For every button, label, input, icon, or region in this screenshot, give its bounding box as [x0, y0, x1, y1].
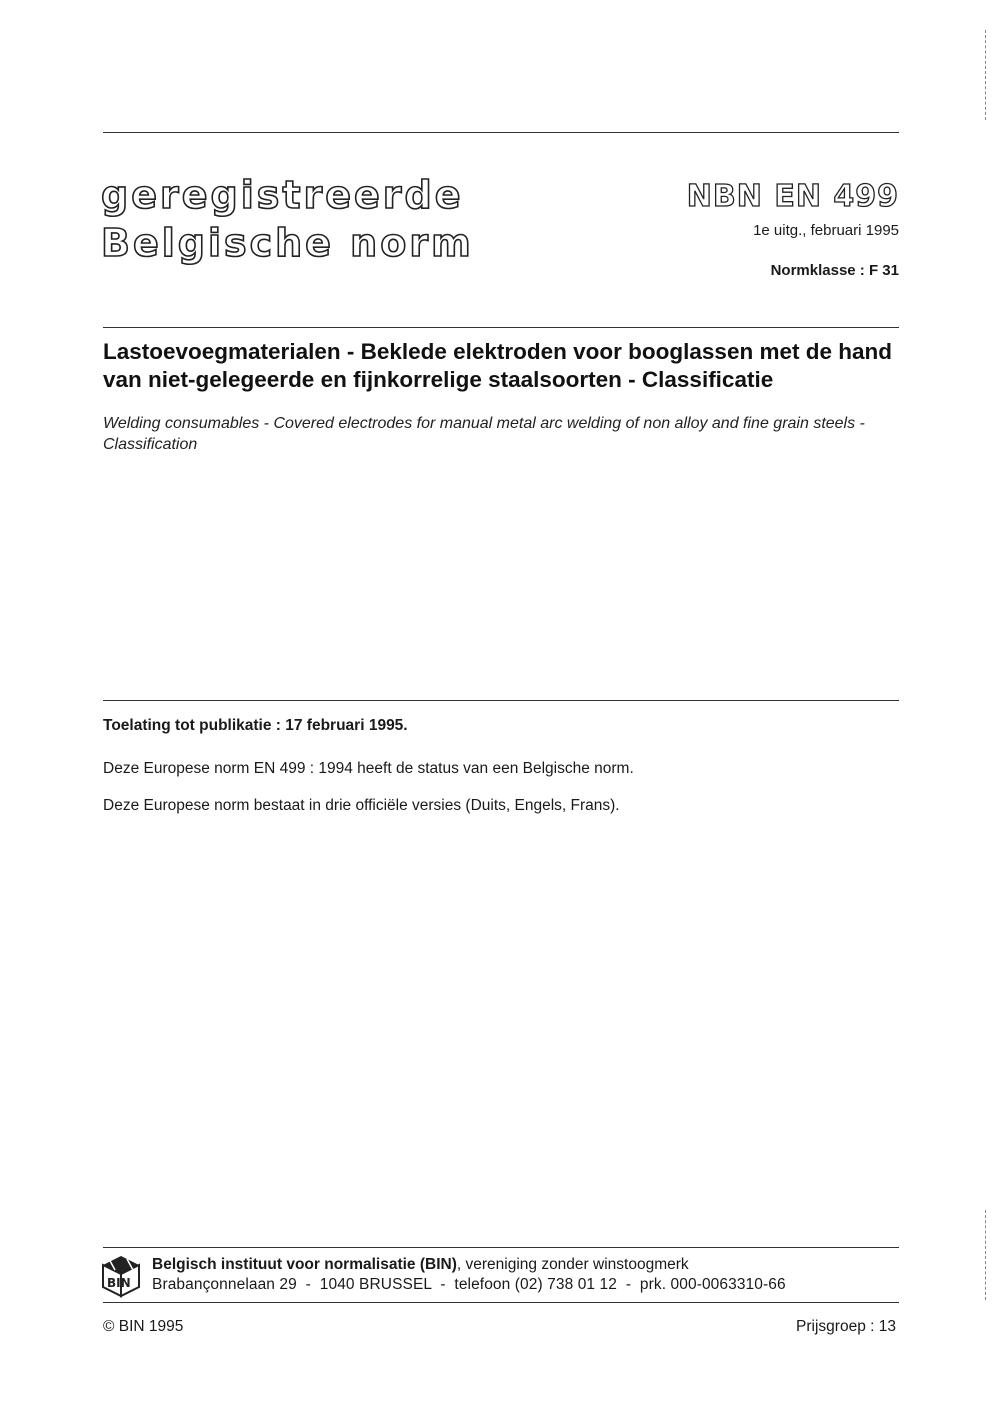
- scan-edge-mark: [985, 1210, 986, 1300]
- institute-suffix: , vereniging zonder winstoogmerk: [456, 1256, 689, 1273]
- title-english: Welding consumables - Covered electrodes for manual metal arc welding of non alloy and fine grain steels - Classification: [103, 415, 865, 453]
- status-paragraph: Deze Europese norm EN 499 : 1994 heeft de status van een Belgische norm.: [103, 760, 634, 777]
- institute-line: [152, 1256, 689, 1274]
- brand-line-1: geregistreerde: [101, 173, 464, 217]
- versions-paragraph: Deze Europese norm bestaat in drie officiële versies (Duits, Engels, Frans).: [103, 797, 620, 814]
- edition-info: 1e uitg., februari 1995: [753, 222, 899, 239]
- institute-address: Brabançonnelaan 29 - 1040 BRUSSEL - telefoon (02) 738 01 12 - prk. 000-0063310-66: [152, 1276, 786, 1293]
- scan-edge-mark: [985, 30, 986, 120]
- top-rule: [103, 132, 899, 133]
- institute-name: Belgisch instituut voor normalisatie (BIN): [152, 1256, 457, 1273]
- footer-rule: [103, 1247, 899, 1248]
- title-rule: [103, 327, 899, 328]
- approval-date: Toelating tot publikatie : 17 februari 1995.: [103, 717, 408, 734]
- body-rule: [103, 700, 899, 701]
- bin-logo-icon: [101, 1254, 141, 1298]
- title-dutch: Lastoevoegmaterialen - Beklede elektroden voor booglassen met de hand van niet-gelegeerde en fijnkorrelige staalsoorten - Classificatie: [103, 339, 892, 392]
- copyright: © BIN 1995: [103, 1318, 184, 1335]
- standard-number: NBN EN 499: [686, 179, 899, 214]
- brand-line-2: Belgische norm: [101, 221, 474, 265]
- logo-letters: BIN: [107, 1276, 131, 1290]
- price-group: Prijsgroep : 13: [796, 1318, 896, 1335]
- norm-class: Normklasse : F 31: [770, 262, 899, 279]
- bottom-rule: [103, 1302, 899, 1303]
